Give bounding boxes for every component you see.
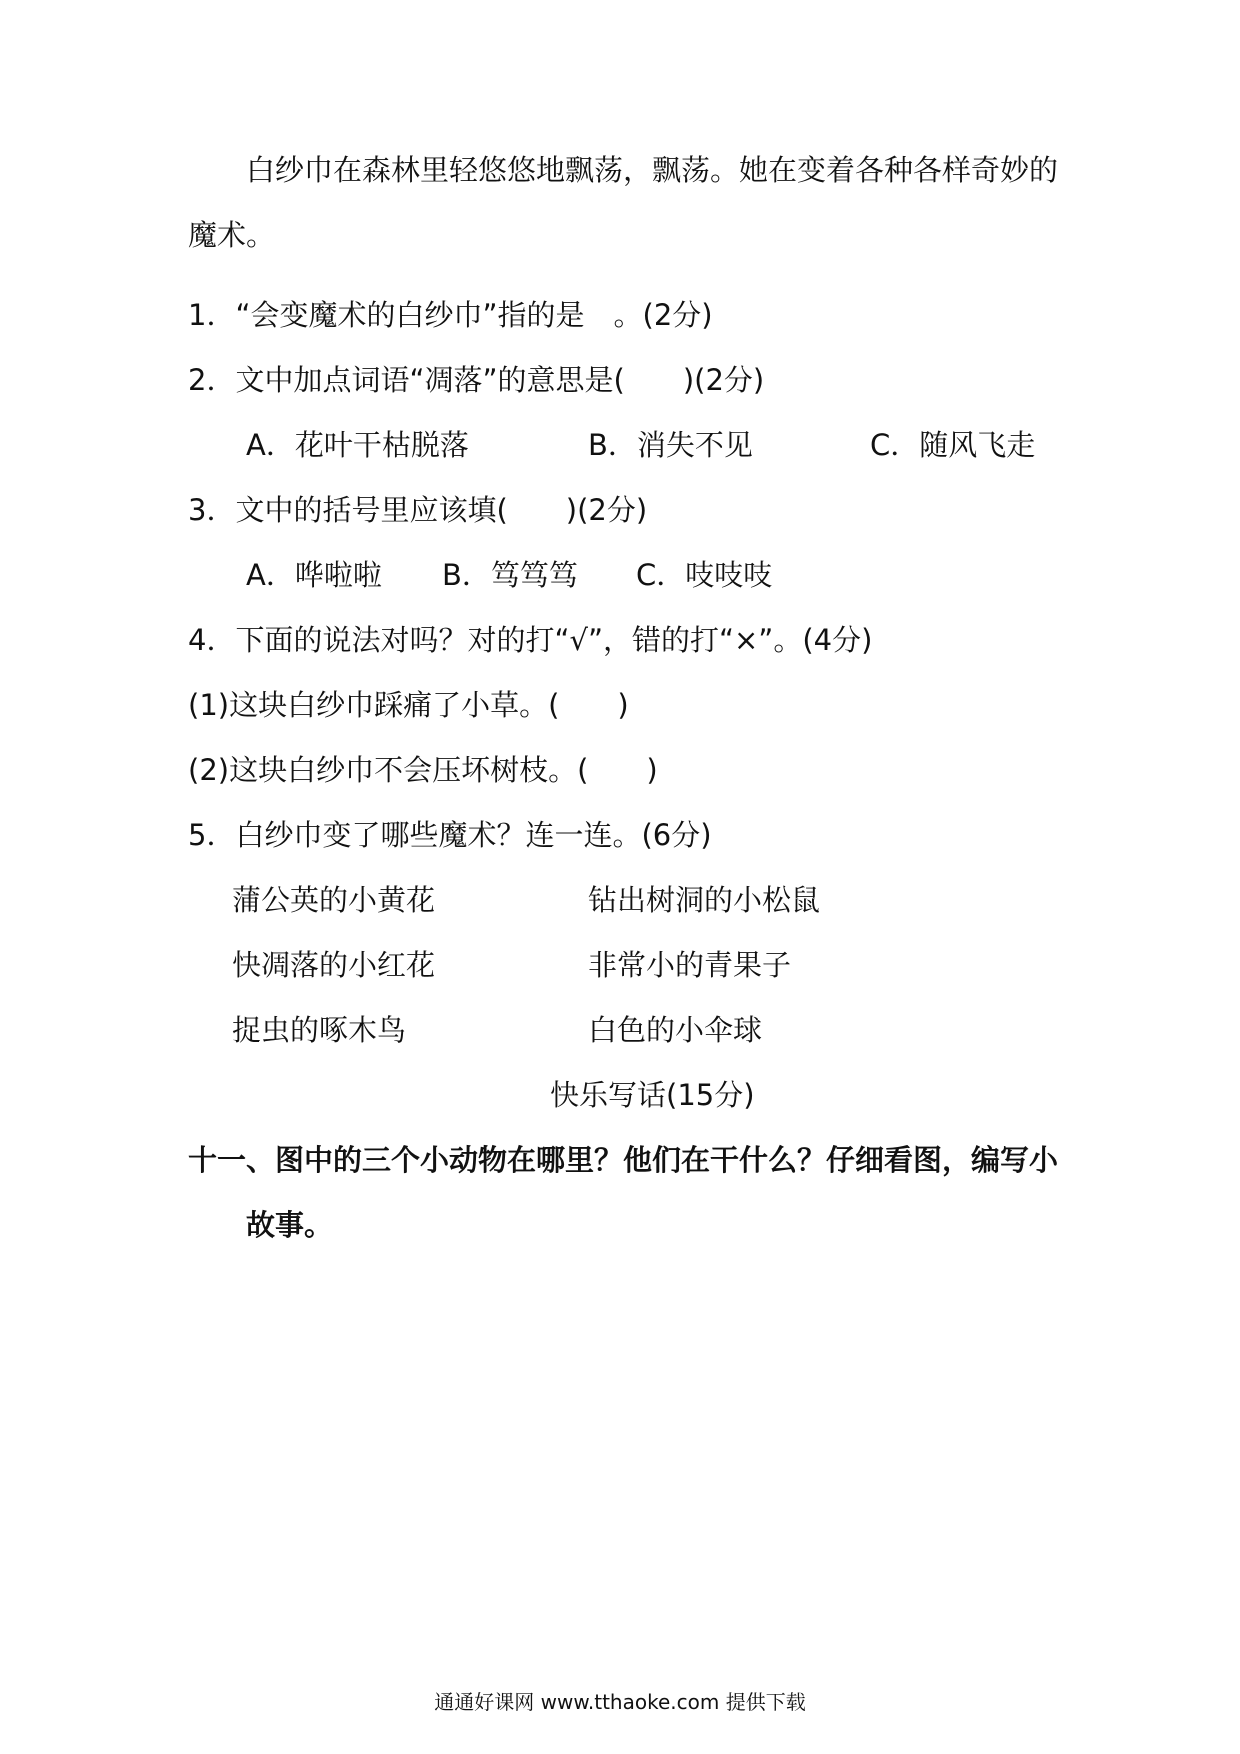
passage-line-1: 白纱巾在森林里轻悠悠地飘荡，飘荡。她在变着各种各样奇妙的: [246, 153, 1059, 187]
q3-option-a: A．哗啦啦: [246, 558, 382, 592]
question-4: 4．下面的说法对吗？对的打“√”，错的打“×”。(4分): [188, 623, 873, 657]
q5-left-3: 捉虫的啄木鸟: [232, 1013, 407, 1047]
question-11-line-2: 故事。: [246, 1208, 334, 1242]
question-1: 1．“会变魔术的白纱巾”指的是 。(2分): [188, 298, 713, 332]
passage-line-2: 魔术。: [188, 218, 276, 252]
question-2: 2．文中加点词语“凋落”的意思是( )(2分): [188, 363, 765, 397]
section-title: 快乐写话(15分): [550, 1078, 755, 1112]
q4-item-2: (2)这块白纱巾不会压坏树枝。( ): [188, 753, 658, 787]
q2-option-a: A．花叶干枯脱落: [246, 428, 469, 462]
q2-option-b: B．消失不见: [588, 428, 753, 462]
q5-right-3: 白色的小伞球: [588, 1013, 763, 1047]
q3-option-c: C．吱吱吱: [636, 558, 773, 592]
q5-left-1: 蒲公英的小黄花: [232, 883, 436, 917]
q5-left-2: 快凋落的小红花: [232, 948, 436, 982]
question-5: 5．白纱巾变了哪些魔术？连一连。(6分): [188, 818, 712, 852]
footer-text: 通通好课网 www.tthaoke.com 提供下载: [434, 1690, 806, 1714]
q5-right-1: 钻出树洞的小松鼠: [588, 883, 821, 917]
q3-option-b: B．笃笃笃: [442, 558, 578, 592]
q2-option-c: C．随风飞走: [870, 428, 1036, 462]
q5-right-2: 非常小的青果子: [588, 948, 792, 982]
q4-item-1: (1)这块白纱巾踩痛了小草。( ): [188, 688, 629, 722]
question-3: 3．文中的括号里应该填( )(2分): [188, 493, 648, 527]
question-11-line-1: 十一、图中的三个小动物在哪里？他们在干什么？仔细看图，编写小: [188, 1143, 1059, 1177]
